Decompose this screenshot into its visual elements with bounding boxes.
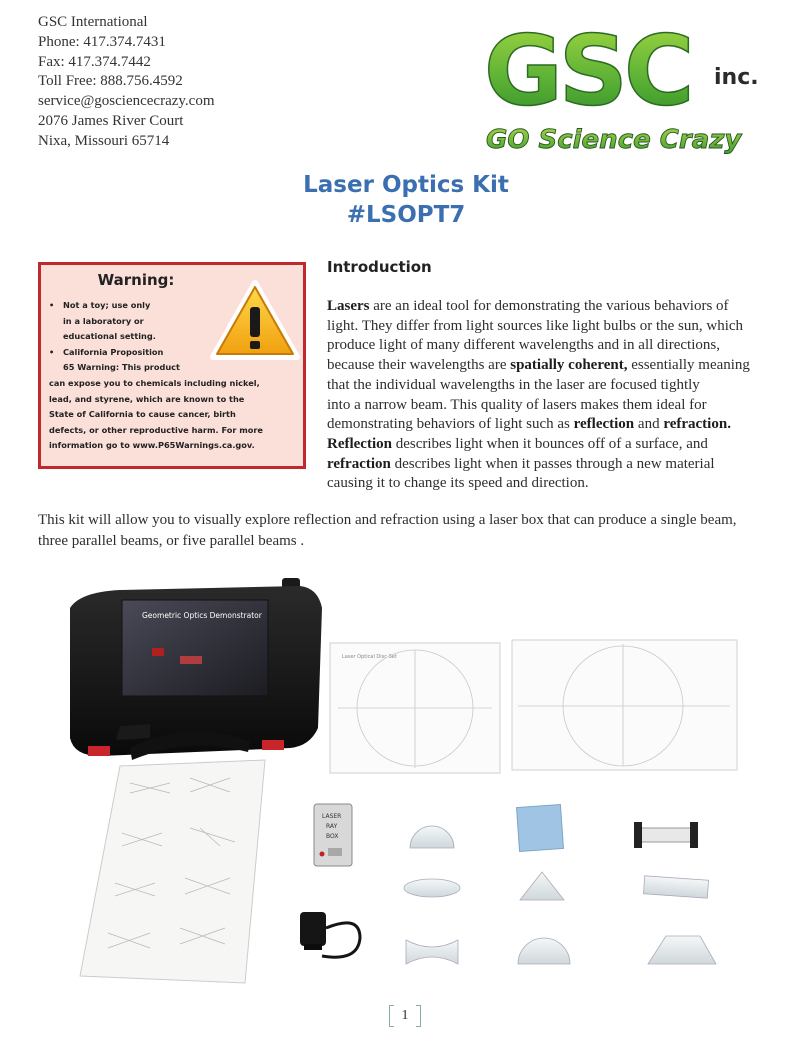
bullet: • (49, 300, 55, 310)
warning-line: State of California to cause cancer, birth (49, 409, 236, 420)
text-line: three parallel beams, or five parallel beams . (38, 532, 305, 549)
contact-block (38, 13, 215, 152)
bullet: • (49, 346, 55, 357)
text-line: This kit will allow you to visually explore reflection and refraction using a laser box that can produce a single beam, (38, 512, 737, 528)
text-line: causing it to change its speed and direction. (327, 475, 589, 492)
bold-term: Lasers (327, 298, 370, 314)
toll-free-number: Toll Free: 888.756.4592 (38, 73, 183, 90)
introduction-heading: Introduction (327, 258, 432, 276)
warning-line: educational setting. (63, 331, 156, 342)
warning-line: lead, and styrene, which are known to the (49, 393, 245, 404)
protractor-sheet-large (512, 640, 737, 770)
case-label: Geometric Optics Demonstrator (142, 611, 262, 620)
triangle-prism (520, 872, 564, 900)
power-adapter (300, 912, 360, 957)
bold-term: refraction. (663, 416, 731, 433)
text-run: describes light when it passes through a new material (390, 455, 715, 472)
phone-number: Phone: 417.374.7431 (38, 33, 166, 50)
company-name: GSC International (38, 14, 148, 30)
text-line: light. They differ from light sources like light bulbs or the sun, which (327, 317, 744, 334)
text-run: essentially meaning (627, 357, 750, 374)
text-run: because their wavelengths are (327, 357, 511, 374)
warning-heading: Warning: (97, 271, 175, 289)
text-run: describes light when it bounces off of a surface, and (391, 435, 708, 452)
text-run: demonstrating behaviors of light such as (327, 416, 574, 433)
warning-item (49, 345, 301, 454)
text-line: into a narrow beam. This quality of lasers makes them ideal for (327, 396, 707, 413)
bracket-left (389, 1005, 394, 1027)
text-line: produce light of many different wavelengths and in all directions, (327, 337, 720, 354)
page-number (389, 1003, 421, 1029)
bracket-right (416, 1005, 421, 1027)
warning-line: can expose you to chemicals including nickel, (49, 377, 260, 388)
bold-term: spatially coherent, (510, 357, 628, 374)
box-label: LASER (322, 813, 342, 820)
cleaning-cloth (517, 805, 564, 852)
carrying-case (70, 578, 322, 760)
bold-term: reflection (573, 416, 635, 433)
semicircle-lens (518, 938, 570, 964)
email-address: service@gosciencecrazy.com (38, 93, 215, 110)
warning-line: 65 Warning: This product (63, 362, 180, 373)
text-run: and (634, 416, 664, 433)
city-address: Nixa, Missouri 65714 (38, 132, 170, 149)
fax-number: Fax: 417.374.7442 (38, 53, 151, 70)
convex-lens (404, 879, 460, 897)
kit-description (38, 510, 778, 551)
warning-line: information go to www.P65Warnings.ca.gov. (49, 440, 255, 451)
box-label: BOX (326, 833, 339, 840)
warning-line: Not a toy; use only (63, 300, 151, 310)
sheet-label: Laser Optical Disc Set (342, 654, 397, 660)
page-number-value: 1 (401, 1008, 409, 1023)
trapezoid-prism (648, 936, 716, 964)
logo-suffix: inc. (714, 65, 759, 90)
warning-list (49, 298, 301, 454)
bold-term: Reflection (327, 435, 392, 452)
bold-term: refraction (327, 455, 391, 472)
mirror-holder (634, 822, 698, 848)
street-address: 2076 James River Court (38, 112, 184, 129)
logo-tagline: GO Science Crazy (486, 125, 742, 154)
text-run: are an ideal tool for demonstrating the various behaviors of (369, 298, 729, 314)
half-cylinder-lens (410, 826, 454, 848)
concave-lens (406, 940, 458, 964)
logo-letters: GSC (484, 24, 691, 127)
text-line: that the individual wavelengths in the laser are focused tightly (327, 376, 700, 393)
rectangular-block (643, 876, 708, 898)
warning-line: California Proposition (63, 346, 164, 357)
document-title: Laser Optics Kit (303, 172, 509, 198)
introduction-paragraph (327, 297, 777, 494)
protractor-sheet-small (330, 643, 500, 773)
box-label: RAY (326, 823, 338, 830)
gsc-logo (482, 24, 772, 154)
warning-line: defects, or other reproductive harm. For more (49, 424, 263, 435)
ray-diagram-worksheet (80, 760, 265, 983)
product-code: #LSOPT7 (346, 202, 466, 228)
kit-contents-photo (60, 578, 750, 988)
warning-line: in a laboratory or (63, 315, 144, 326)
warning-item (49, 298, 301, 345)
laser-ray-box (314, 804, 352, 866)
warning-box (38, 262, 306, 469)
